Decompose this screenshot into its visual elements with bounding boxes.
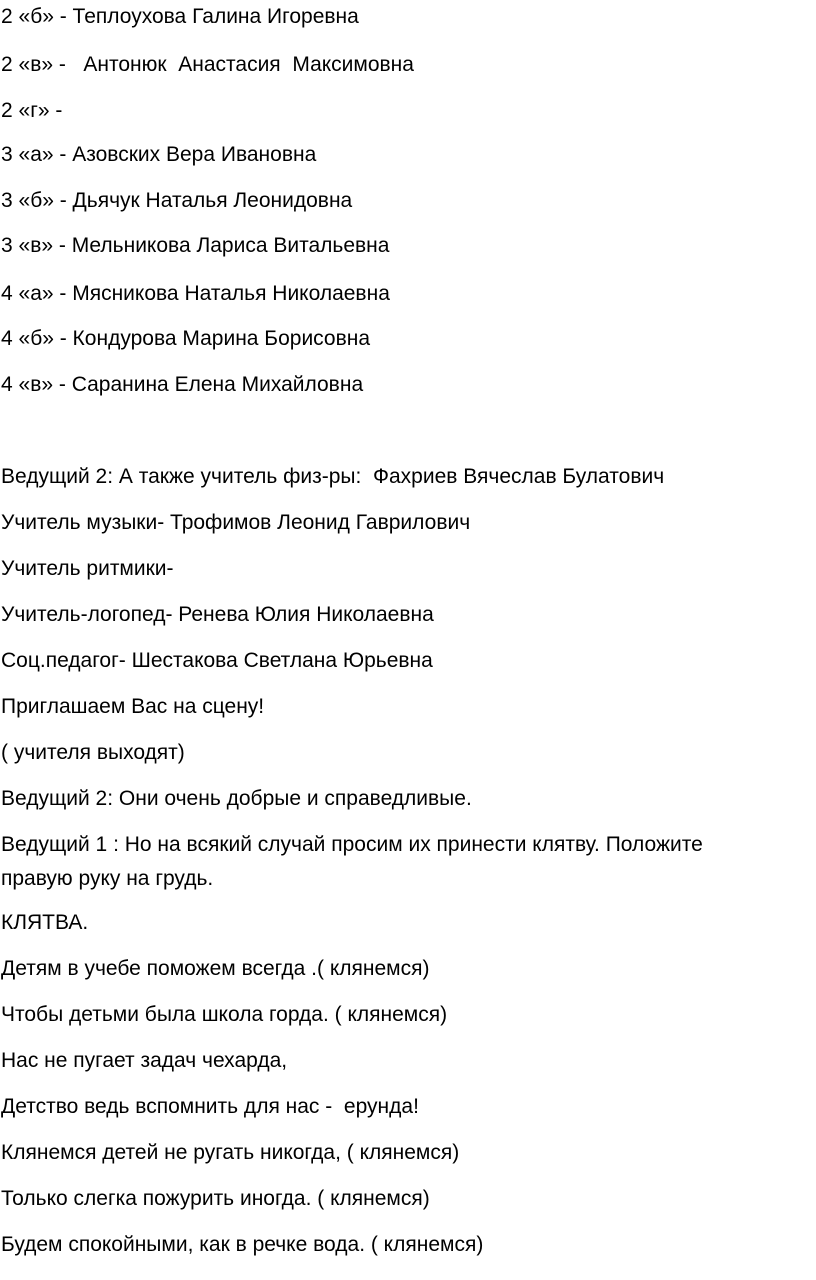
invitation-line: Приглашаем Вас на сцену!: [1, 695, 265, 718]
oath-line: Клянемся детей не ругать никогда, ( клянемся): [1, 1141, 460, 1164]
oath-heading: КЛЯТВА.: [1, 911, 89, 934]
host-1-remark-line: Ведущий 1 : Но на всякий случай просим их принести клятву. Положите: [1, 833, 703, 856]
oath-line: Детям в учебе поможем всегда .( клянемся): [1, 957, 430, 980]
oath-line: Чтобы детьми была школа горда. ( клянемся): [1, 1003, 448, 1026]
host-2-pe-teacher-line: Ведущий 2: А также учитель физ-ры: Фахриев Вячеслав Булатович: [1, 465, 665, 488]
rhythmics-teacher-line: Учитель ритмики-: [1, 557, 174, 580]
class-3b-line: 3 «б» - Дьячук Наталья Леонидовна: [1, 189, 353, 212]
class-4v-line: 4 «в» - Саранина Елена Михайловна: [1, 373, 364, 396]
class-2g-line: 2 «г» -: [1, 99, 63, 122]
stage-direction-line: ( учителя выходят): [1, 741, 185, 764]
music-teacher-line: Учитель музыки- Трофимов Леонид Гаврилович: [1, 511, 471, 534]
class-4b-line: 4 «б» - Кондурова Марина Борисовна: [1, 327, 371, 350]
speech-therapist-line: Учитель-логопед- Ренева Юлия Николаевна: [1, 603, 434, 626]
class-2v-line: 2 «в» - Антонюк Анастасия Максимовна: [1, 53, 414, 76]
oath-line: Только слегка пожурить иногда. ( клянемся): [1, 1187, 430, 1210]
host-1-remark-continuation: правую руку на грудь.: [1, 867, 214, 890]
oath-line: Детство ведь вспомнить для нас - ерунда!: [1, 1095, 419, 1118]
host-2-remark-line: Ведущий 2: Они очень добрые и справедливые.: [1, 787, 472, 810]
class-4a-line: 4 «а» - Мясникова Наталья Николаевна: [1, 282, 390, 305]
oath-line: Нас не пугает задач чехарда,: [1, 1049, 288, 1072]
class-3v-line: 3 «в» - Мельникова Лариса Витальевна: [1, 234, 390, 257]
social-pedagogue-line: Соц.педагог- Шестакова Светлана Юрьевна: [1, 649, 433, 672]
class-2b-line: 2 «б» - Теплоухова Галина Игоревна: [1, 5, 359, 28]
oath-line: Будем спокойными, как в речке вода. ( клянемся): [1, 1233, 484, 1256]
class-3a-line: 3 «а» - Азовских Вера Ивановна: [1, 143, 317, 166]
